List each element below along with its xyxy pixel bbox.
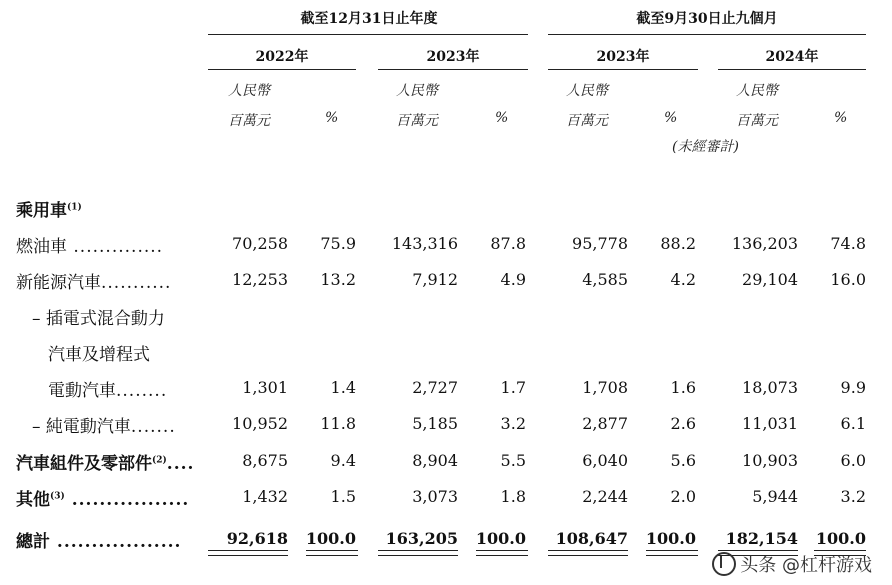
amount-cell: 2,877 — [582, 414, 628, 433]
percent-cell: 5.6 — [670, 451, 696, 470]
amount-cell: 2,727 — [412, 378, 458, 397]
row-label-text: 總計 — [16, 532, 50, 552]
unit-top-2: 人民幣 — [396, 83, 438, 99]
percent-cell: 75.9 — [320, 234, 356, 253]
leader-dots: .... — [166, 454, 195, 474]
row-label-text: – 插電式混合動力 — [32, 309, 165, 329]
leader-dots: ....... — [130, 417, 176, 437]
amount-cell: 2,244 — [582, 487, 628, 506]
row-label — [16, 268, 171, 293]
percent-cell: 11.8 — [320, 414, 356, 433]
row-label-text: 乘用車 — [16, 201, 67, 221]
amount-cell: 182,154 — [725, 529, 798, 548]
unaudited-note: (未經審計) — [672, 139, 739, 155]
row-label — [16, 196, 82, 221]
percent-cell: 100.0 — [305, 529, 356, 548]
amount-cell: 163,205 — [385, 529, 458, 548]
amount-cell: 3,073 — [412, 487, 458, 506]
percent-cell: 6.1 — [840, 414, 866, 433]
percent-cell: 1.7 — [500, 378, 526, 397]
period-rule-nine-months — [548, 34, 866, 35]
leader-dots: .................. — [50, 532, 182, 552]
leader-dots: ........... — [101, 273, 172, 293]
percent-cell: 100.0 — [475, 529, 526, 548]
period-header-full-year: 截至12月31日止年度 — [300, 11, 438, 27]
percent-cell: 1.6 — [670, 378, 696, 397]
percent-cell: 3.2 — [840, 487, 866, 506]
year-header-2022: 2022年 — [255, 49, 309, 65]
pct-3: % — [664, 110, 678, 126]
year-rule-2023-a — [378, 69, 528, 70]
pct-4: % — [834, 110, 848, 126]
percent-cell: 100.0 — [815, 529, 866, 548]
amount-cell: 4,585 — [582, 270, 628, 289]
percent-cell: 2.6 — [670, 414, 696, 433]
row-label-text: 汽車組件及零部件 — [16, 454, 152, 474]
amount-cell: 70,258 — [232, 234, 288, 253]
amount-cell: 6,040 — [582, 451, 628, 470]
percent-cell: 88.2 — [660, 234, 696, 253]
amount-cell: 136,203 — [731, 234, 798, 253]
row-label-text: – 純電動汽車 — [32, 417, 131, 437]
unit-top-4: 人民幣 — [736, 83, 778, 99]
percent-cell: 100.0 — [645, 529, 696, 548]
amount-cell: 1,708 — [582, 378, 628, 397]
percent-cell: 5.5 — [500, 451, 526, 470]
percent-cell: 2.0 — [670, 487, 696, 506]
unit-top-1: 人民幣 — [228, 83, 270, 99]
amount-cell: 8,904 — [412, 451, 458, 470]
amount-cell: 10,903 — [742, 451, 798, 470]
unit-top-3: 人民幣 — [566, 83, 608, 99]
row-label-text: 燃油車 — [16, 237, 67, 257]
percent-cell: 87.8 — [490, 234, 526, 253]
row-label — [48, 376, 167, 401]
year-rule-2024 — [718, 69, 866, 70]
year-rule-2022 — [208, 69, 356, 70]
row-label — [48, 340, 150, 365]
amount-cell: 8,675 — [242, 451, 288, 470]
percent-cell: 4.2 — [670, 270, 696, 289]
row-label — [16, 449, 194, 474]
percent-cell: 3.2 — [500, 414, 526, 433]
year-header-2024: 2024年 — [765, 49, 819, 65]
leader-dots: ........ — [116, 381, 168, 401]
amount-cell: 95,778 — [572, 234, 628, 253]
percent-cell: 4.9 — [500, 270, 526, 289]
amount-cell: 1,432 — [242, 487, 288, 506]
watermark-icon — [712, 552, 736, 576]
percent-cell: 74.8 — [830, 234, 866, 253]
row-label — [16, 232, 163, 257]
unit-bottom-3: 百萬元 — [566, 113, 608, 129]
percent-cell: 16.0 — [830, 270, 866, 289]
period-header-nine-months: 截至9月30日止九個月 — [636, 11, 778, 27]
total-double-rule-5 — [548, 550, 628, 556]
percent-cell: 13.2 — [320, 270, 356, 289]
row-label — [16, 527, 181, 552]
amount-cell: 108,647 — [555, 529, 628, 548]
amount-cell: 29,104 — [742, 270, 798, 289]
watermark-text: 头条 @杠杆游戏 — [740, 555, 872, 576]
amount-cell: 7,912 — [412, 270, 458, 289]
percent-cell: 1.4 — [330, 378, 356, 397]
amount-cell: 11,031 — [742, 414, 798, 433]
year-rule-2023-b — [548, 69, 698, 70]
row-label-text: 其他 — [16, 490, 50, 510]
amount-cell: 143,316 — [391, 234, 458, 253]
row-label — [32, 304, 165, 329]
total-double-rule-3 — [378, 550, 458, 556]
amount-cell: 10,952 — [232, 414, 288, 433]
total-double-rule-6 — [646, 550, 698, 556]
total-double-rule-4 — [476, 550, 528, 556]
footnote-marker: (3) — [50, 491, 65, 502]
percent-cell: 6.0 — [840, 451, 866, 470]
row-label-text: 汽車及增程式 — [48, 345, 150, 365]
amount-cell: 12,253 — [232, 270, 288, 289]
unit-bottom-4: 百萬元 — [736, 113, 778, 129]
row-label-text: 新能源汽車 — [16, 273, 101, 293]
unit-bottom-1: 百萬元 — [228, 113, 270, 129]
percent-cell: 9.4 — [330, 451, 356, 470]
footnote-marker: (1) — [67, 202, 82, 213]
row-label-text: 電動汽車 — [48, 381, 116, 401]
amount-cell: 92,618 — [226, 529, 288, 548]
percent-cell: 9.9 — [840, 378, 866, 397]
amount-cell: 5,944 — [752, 487, 798, 506]
leader-dots: ................. — [64, 490, 190, 510]
total-double-rule-2 — [306, 550, 358, 556]
year-header-2023-b: 2023年 — [596, 49, 650, 65]
row-label — [32, 412, 176, 437]
pct-2: % — [495, 110, 509, 126]
footnote-marker: (2) — [152, 455, 167, 466]
total-double-rule-1 — [208, 550, 288, 556]
leader-dots: .............. — [67, 237, 164, 257]
year-header-2023-a: 2023年 — [426, 49, 480, 65]
pct-1: % — [325, 110, 339, 126]
unit-bottom-2: 百萬元 — [396, 113, 438, 129]
percent-cell: 1.8 — [500, 487, 526, 506]
period-rule-full-year — [208, 34, 528, 35]
amount-cell: 5,185 — [412, 414, 458, 433]
watermark — [712, 551, 872, 577]
amount-cell: 1,301 — [242, 378, 288, 397]
percent-cell: 1.5 — [330, 487, 356, 506]
amount-cell: 18,073 — [742, 378, 798, 397]
row-label — [16, 485, 189, 510]
